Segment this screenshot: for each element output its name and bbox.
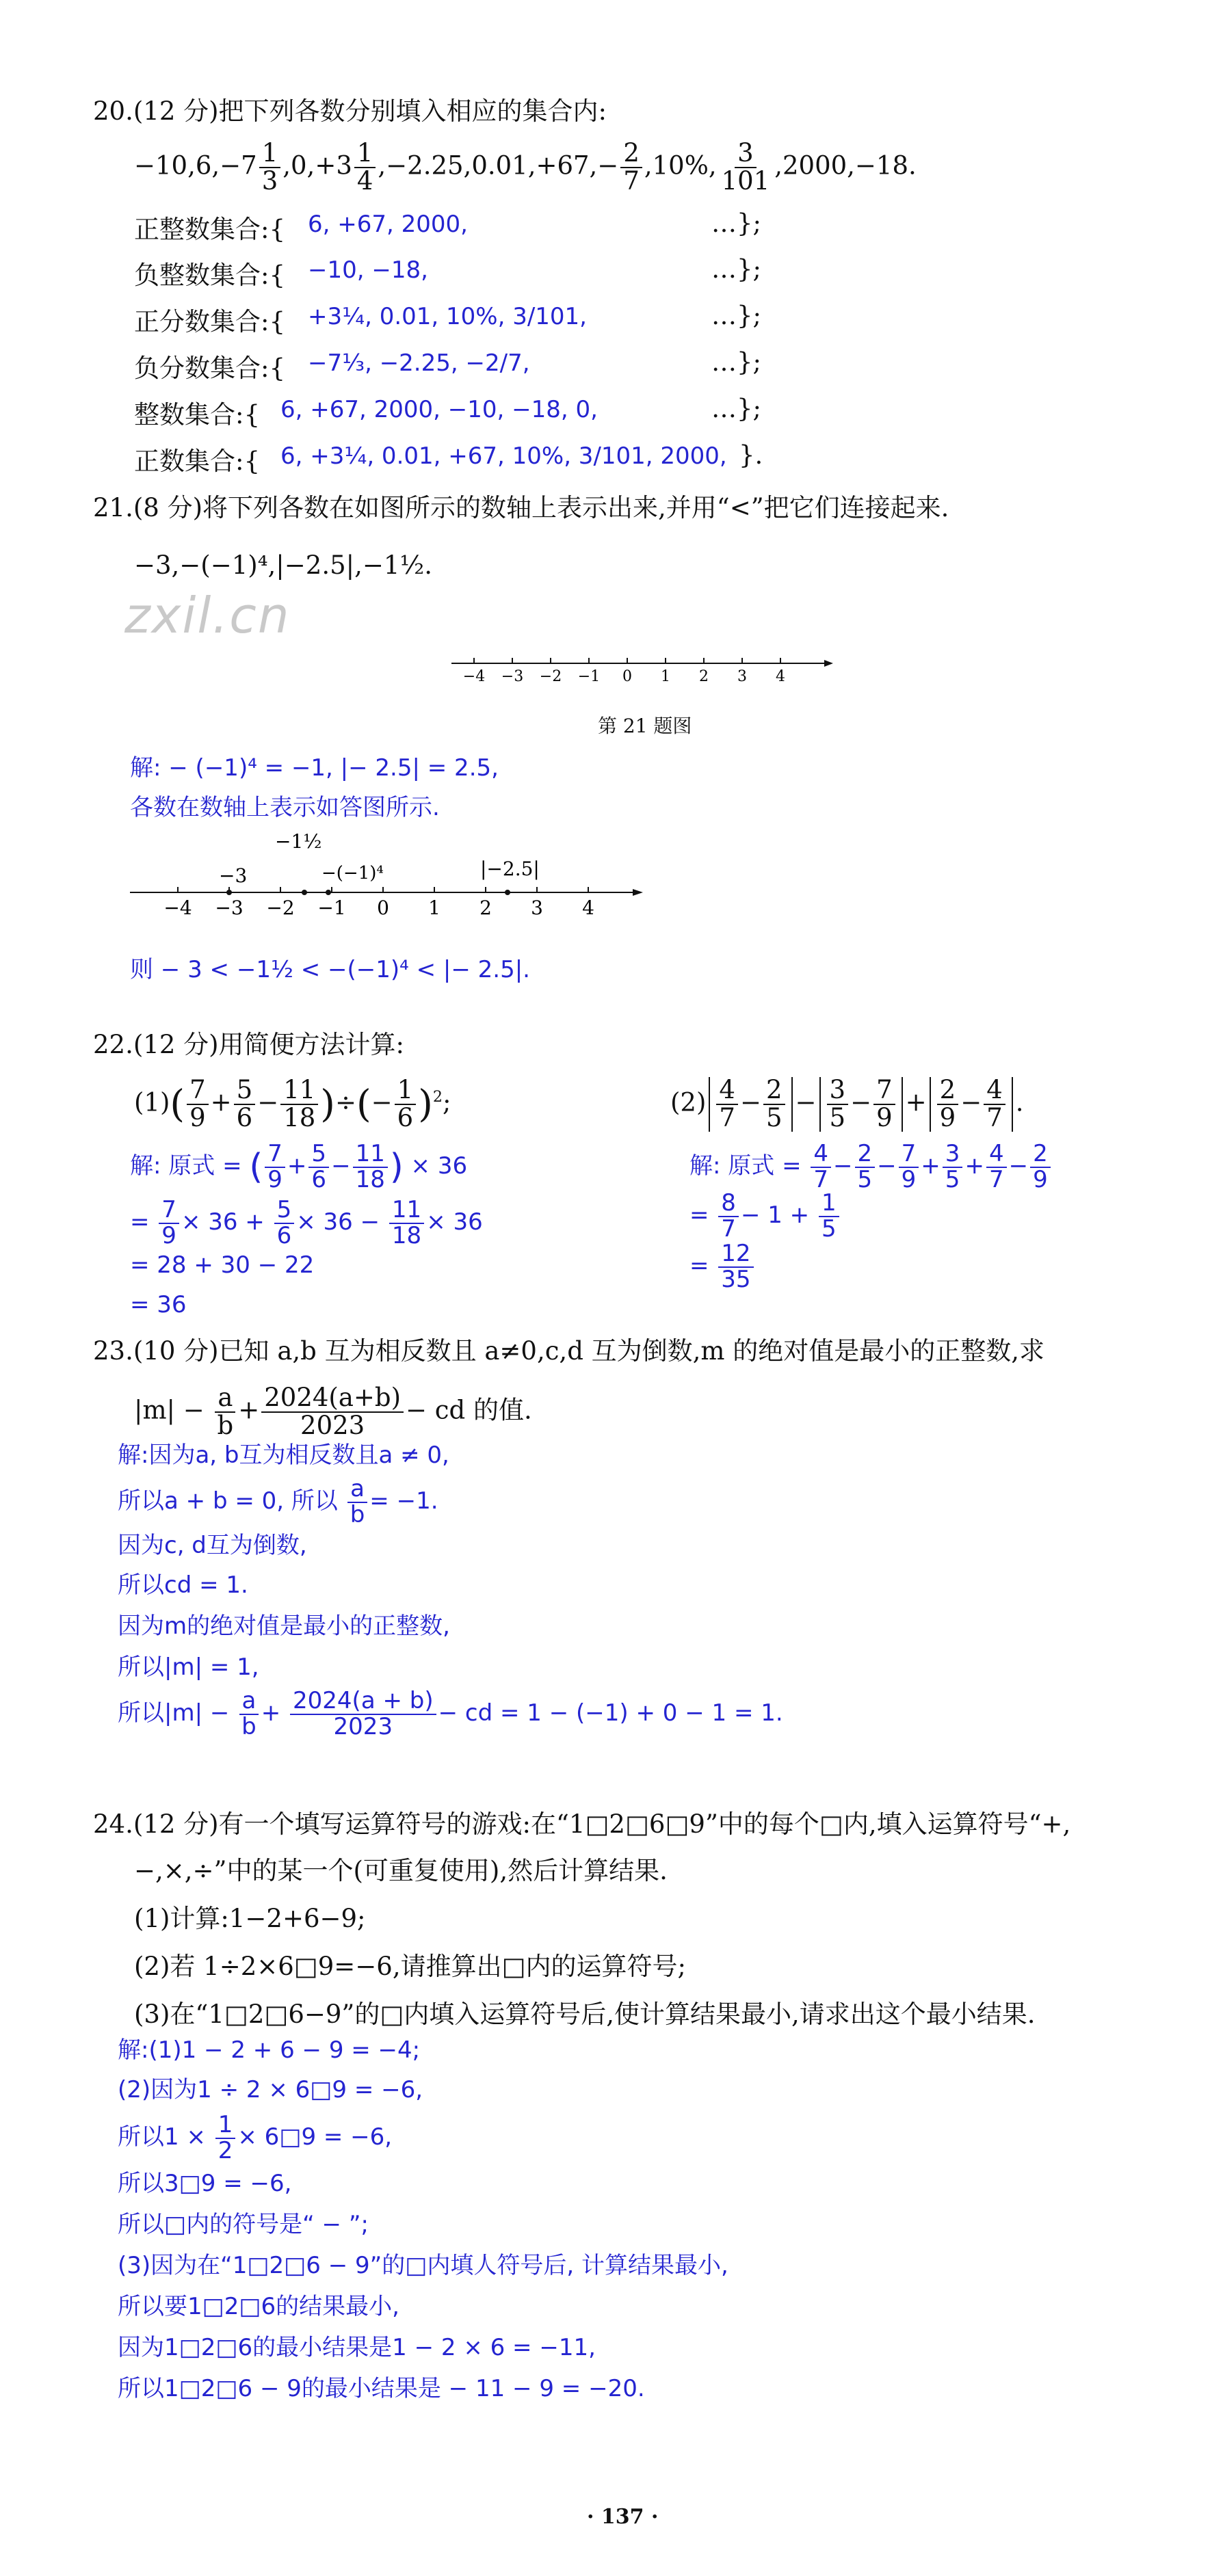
set-label: 负整数集合:{ — [134, 261, 286, 290]
axis-tick-label: 0 — [377, 897, 389, 919]
set-label: 整数集合:{ — [134, 400, 261, 429]
label-minus-3: −3 — [219, 864, 248, 887]
label-minus-minus-1-pow4: −(−1)⁴ — [321, 863, 384, 884]
p24-q1: (1)计算:1−2+6−9; — [134, 1904, 366, 1933]
figure-caption: 第 21 题图 — [598, 715, 692, 737]
axis-tick-label: 2 — [699, 668, 709, 685]
p22-q2: (2) $\frac{4}{7}$ − $\frac{2}{5}$ − $\frac{3}{5}$ − $\frac{7}{9}$ + $\frac{2}{9}$ − $\frac{4}{7}$ . — [670, 1075, 1024, 1132]
set-answer: 6, +67, 2000, −10, −18, 0, — [280, 396, 598, 423]
axis-tick-label: 2 — [479, 897, 492, 919]
p24-title-2: −,×,÷”中的某一个(可重复使用),然后计算结果. — [134, 1856, 668, 1885]
axis-tick-label: 1 — [428, 897, 440, 919]
point-minus-1-half — [302, 890, 307, 895]
set-answer: 6, +3¼, 0.01, +67, 10%, 3/101, 2000, — [280, 442, 727, 470]
set-answer: −7⅓, −2.25, −2/7, — [308, 349, 530, 377]
p24-q3: (3)在“1□2□6−9”的□内填入运算符号后,使计算结果最小,请求出这个最小结果. — [134, 2000, 1036, 2029]
set-label: 正数集合:{ — [134, 447, 261, 476]
point-2-5 — [505, 890, 510, 895]
page-number: · 137 · — [587, 2505, 659, 2529]
set-tail: }. — [739, 440, 763, 470]
p21-sol-3: 则 − 3 < −1½ < −(−1)⁴ < |− 2.5|. — [130, 956, 530, 983]
p21-title: 21.(8 分)将下列各数在如图所示的数轴上表示出来,并用“<”把它们连接起来. — [93, 493, 949, 522]
p21-sol-2: 各数在数轴上表示如答图所示. — [130, 794, 440, 821]
p20-number-list: −10,6,−7 $\frac{1}{3}$ ,0,+3 $\frac{1}{4}$ ,−2.25,0.01,+67,− $\frac{2}{7}$ ,10%, $\frac{3}{101}$ ,2000,−18. — [134, 138, 917, 196]
set-tail: …}; — [711, 301, 762, 330]
p24-title: 24.(12 分)有一个填写运算符号的游戏:在“1□2□6□9”中的每个□内,填入运算符号“+, — [93, 1809, 1071, 1839]
axis-tick-label: 1 — [661, 668, 670, 685]
axis-tick-label: −1 — [577, 668, 601, 685]
set-label: 正整数集合:{ — [134, 215, 286, 244]
p21-list: −3,−(−1)⁴,|−2.5|,−1½. — [134, 550, 433, 580]
set-tail: …}; — [711, 254, 762, 284]
set-answer: 6, +67, 2000, — [308, 211, 468, 238]
axis-tick-label: 4 — [776, 668, 785, 685]
axis-tick-label: −2 — [266, 897, 295, 919]
axis-tick-label: 4 — [582, 897, 594, 919]
p24-q2: (2)若 1÷2×6□9=−6,请推算出□内的运算符号; — [134, 1952, 687, 1981]
axis-tick-label: −4 — [462, 668, 486, 685]
axis-tick-label: −1 — [317, 897, 346, 919]
set-answer: +3¼, 0.01, 10%, 3/101, — [308, 303, 587, 330]
p20-title: 20.(12 分)把下列各数分别填入相应的集合内: — [93, 96, 607, 126]
point-minus-1 — [326, 890, 331, 895]
set-answer: −10, −18, — [308, 256, 428, 284]
p23-title: 23.(10 分)已知 a,b 互为相反数且 a≠0,c,d 互为倒数,m 的绝对值是最小的正整数,求 — [93, 1336, 1045, 1366]
p23-expr: |m| − $\frac{a}{b}$ + $\frac{2024(a+b)}{2023}$ − cd 的值. — [134, 1383, 532, 1440]
axis-tick-label: 3 — [531, 897, 543, 919]
p22-title: 22.(12 分)用简便方法计算: — [93, 1030, 405, 1059]
point-minus-3 — [226, 890, 232, 895]
axis-tick-label: −4 — [163, 897, 192, 919]
label-abs-2-5: |−2.5| — [480, 858, 540, 880]
axis-tick-label: 3 — [737, 668, 747, 685]
p21-sol-1: 解: − (−1)⁴ = −1, |− 2.5| = 2.5, — [130, 754, 499, 782]
p21-answer-number-line — [123, 821, 657, 944]
set-tail: …}; — [711, 347, 762, 377]
p21-number-line — [445, 643, 841, 691]
set-tail: …}; — [711, 394, 762, 423]
p22-q1: (1)( $\frac{7}{9}$ + $\frac{5}{6}$ − $\frac{11}{18}$ )÷(− $\frac{1}{6}$ )$^2$; — [134, 1075, 451, 1132]
axis-tick-label: −2 — [539, 668, 562, 685]
axis-tick-label: −3 — [215, 897, 244, 919]
watermark: zxil.cn — [124, 587, 291, 644]
axis-tick-label: −3 — [501, 668, 524, 685]
set-label: 负分数集合:{ — [134, 354, 286, 383]
axis-tick-label: 0 — [622, 668, 632, 685]
set-label: 正分数集合:{ — [134, 307, 286, 336]
label-minus-1-half: −1½ — [275, 830, 322, 853]
set-tail: …}; — [711, 209, 762, 238]
